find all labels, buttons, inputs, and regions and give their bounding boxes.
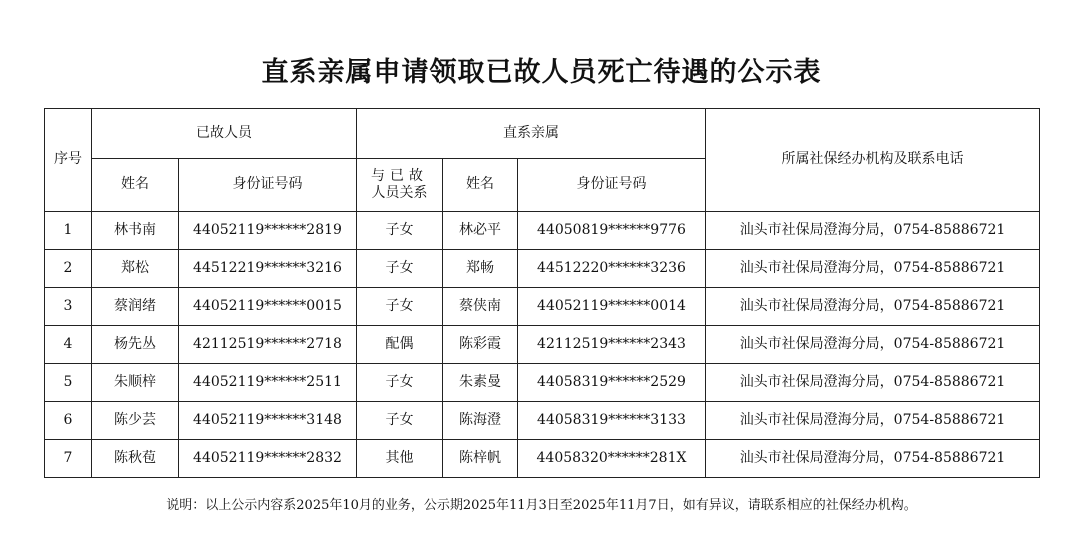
cell-agency: 汕头市社保局澄海分局，0754-85886721 xyxy=(706,326,1040,364)
cell-id: 44052119******2511 xyxy=(179,364,357,402)
cell-rel-id: 44052119******0014 xyxy=(518,288,706,326)
cell-relation: 子女 xyxy=(357,250,443,288)
page-title: 直系亲属申请领取已故人员死亡待遇的公示表 xyxy=(261,57,822,88)
public-notice-table xyxy=(44,108,1040,478)
cell-rel-id: 44058319******2529 xyxy=(518,364,706,402)
cell-id: 44052119******2819 xyxy=(179,212,357,250)
cell-seq: 5 xyxy=(45,364,92,402)
table-row xyxy=(45,440,1040,478)
cell-relation: 子女 xyxy=(357,402,443,440)
cell-rel-name: 朱素曼 xyxy=(443,364,518,402)
cell-name: 朱顺梓 xyxy=(92,364,179,402)
header-id: 身份证号码 xyxy=(179,159,357,212)
cell-rel-name: 陈彩霞 xyxy=(443,326,518,364)
cell-rel-id: 44512220******3236 xyxy=(518,250,706,288)
table-row xyxy=(45,326,1040,364)
cell-agency: 汕头市社保局澄海分局，0754-85886721 xyxy=(706,364,1040,402)
cell-rel-name: 陈梓帆 xyxy=(443,440,518,478)
note-text: 说明：以上公示内容系2025年10月的业务，公示期2025年11月3日至2025年11月7日，如有异议，请联系相应的社保经办机构。 xyxy=(166,498,917,513)
table-row xyxy=(45,402,1040,440)
table-body xyxy=(45,212,1040,478)
header-agency: 所属社保经办机构及联系电话 xyxy=(706,109,1040,212)
cell-agency: 汕头市社保局澄海分局，0754-85886721 xyxy=(706,288,1040,326)
cell-agency: 汕头市社保局澄海分局，0754-85886721 xyxy=(706,402,1040,440)
cell-name: 林书南 xyxy=(92,212,179,250)
cell-seq: 1 xyxy=(45,212,92,250)
cell-agency: 汕头市社保局澄海分局，0754-85886721 xyxy=(706,250,1040,288)
header-relation-line1: 与已故 xyxy=(371,167,428,184)
cell-rel-id: 44058320******281X xyxy=(518,440,706,478)
cell-name: 陈少芸 xyxy=(92,402,179,440)
table-row xyxy=(45,212,1040,250)
header-relation xyxy=(357,159,443,212)
cell-relation: 配偶 xyxy=(357,326,443,364)
cell-name: 陈秋苞 xyxy=(92,440,179,478)
cell-agency: 汕头市社保局澄海分局，0754-85886721 xyxy=(706,212,1040,250)
header-relation-line2: 人员关系 xyxy=(371,185,428,201)
cell-agency: 汕头市社保局澄海分局，0754-85886721 xyxy=(706,440,1040,478)
header-rel-id: 身份证号码 xyxy=(518,159,706,212)
cell-rel-name: 林必平 xyxy=(443,212,518,250)
header-relatives: 直系亲属 xyxy=(357,109,706,159)
cell-id: 44052119******2832 xyxy=(179,440,357,478)
cell-seq: 7 xyxy=(45,440,92,478)
cell-rel-name: 陈海澄 xyxy=(443,402,518,440)
cell-relation: 其他 xyxy=(357,440,443,478)
cell-seq: 4 xyxy=(45,326,92,364)
cell-name: 郑松 xyxy=(92,250,179,288)
cell-name: 杨先丛 xyxy=(92,326,179,364)
cell-id: 44052119******3148 xyxy=(179,402,357,440)
header-rel-name: 姓名 xyxy=(443,159,518,212)
header-row-1 xyxy=(45,109,1040,159)
header-deceased: 已故人员 xyxy=(92,109,357,159)
table-row xyxy=(45,288,1040,326)
cell-rel-id: 44058319******3133 xyxy=(518,402,706,440)
cell-rel-id: 42112519******2343 xyxy=(518,326,706,364)
cell-seq: 6 xyxy=(45,402,92,440)
header-name: 姓名 xyxy=(92,159,179,212)
table-row xyxy=(45,364,1040,402)
cell-relation: 子女 xyxy=(357,288,443,326)
cell-seq: 2 xyxy=(45,250,92,288)
cell-relation: 子女 xyxy=(357,212,443,250)
cell-rel-name: 蔡侠南 xyxy=(443,288,518,326)
cell-rel-id: 44050819******9776 xyxy=(518,212,706,250)
cell-seq: 3 xyxy=(45,288,92,326)
cell-relation: 子女 xyxy=(357,364,443,402)
cell-id: 42112519******2718 xyxy=(179,326,357,364)
cell-id: 44512219******3216 xyxy=(179,250,357,288)
cell-name: 蔡润绪 xyxy=(92,288,179,326)
header-seq: 序号 xyxy=(45,109,92,212)
cell-id: 44052119******0015 xyxy=(179,288,357,326)
table-row xyxy=(45,250,1040,288)
cell-rel-name: 郑畅 xyxy=(443,250,518,288)
